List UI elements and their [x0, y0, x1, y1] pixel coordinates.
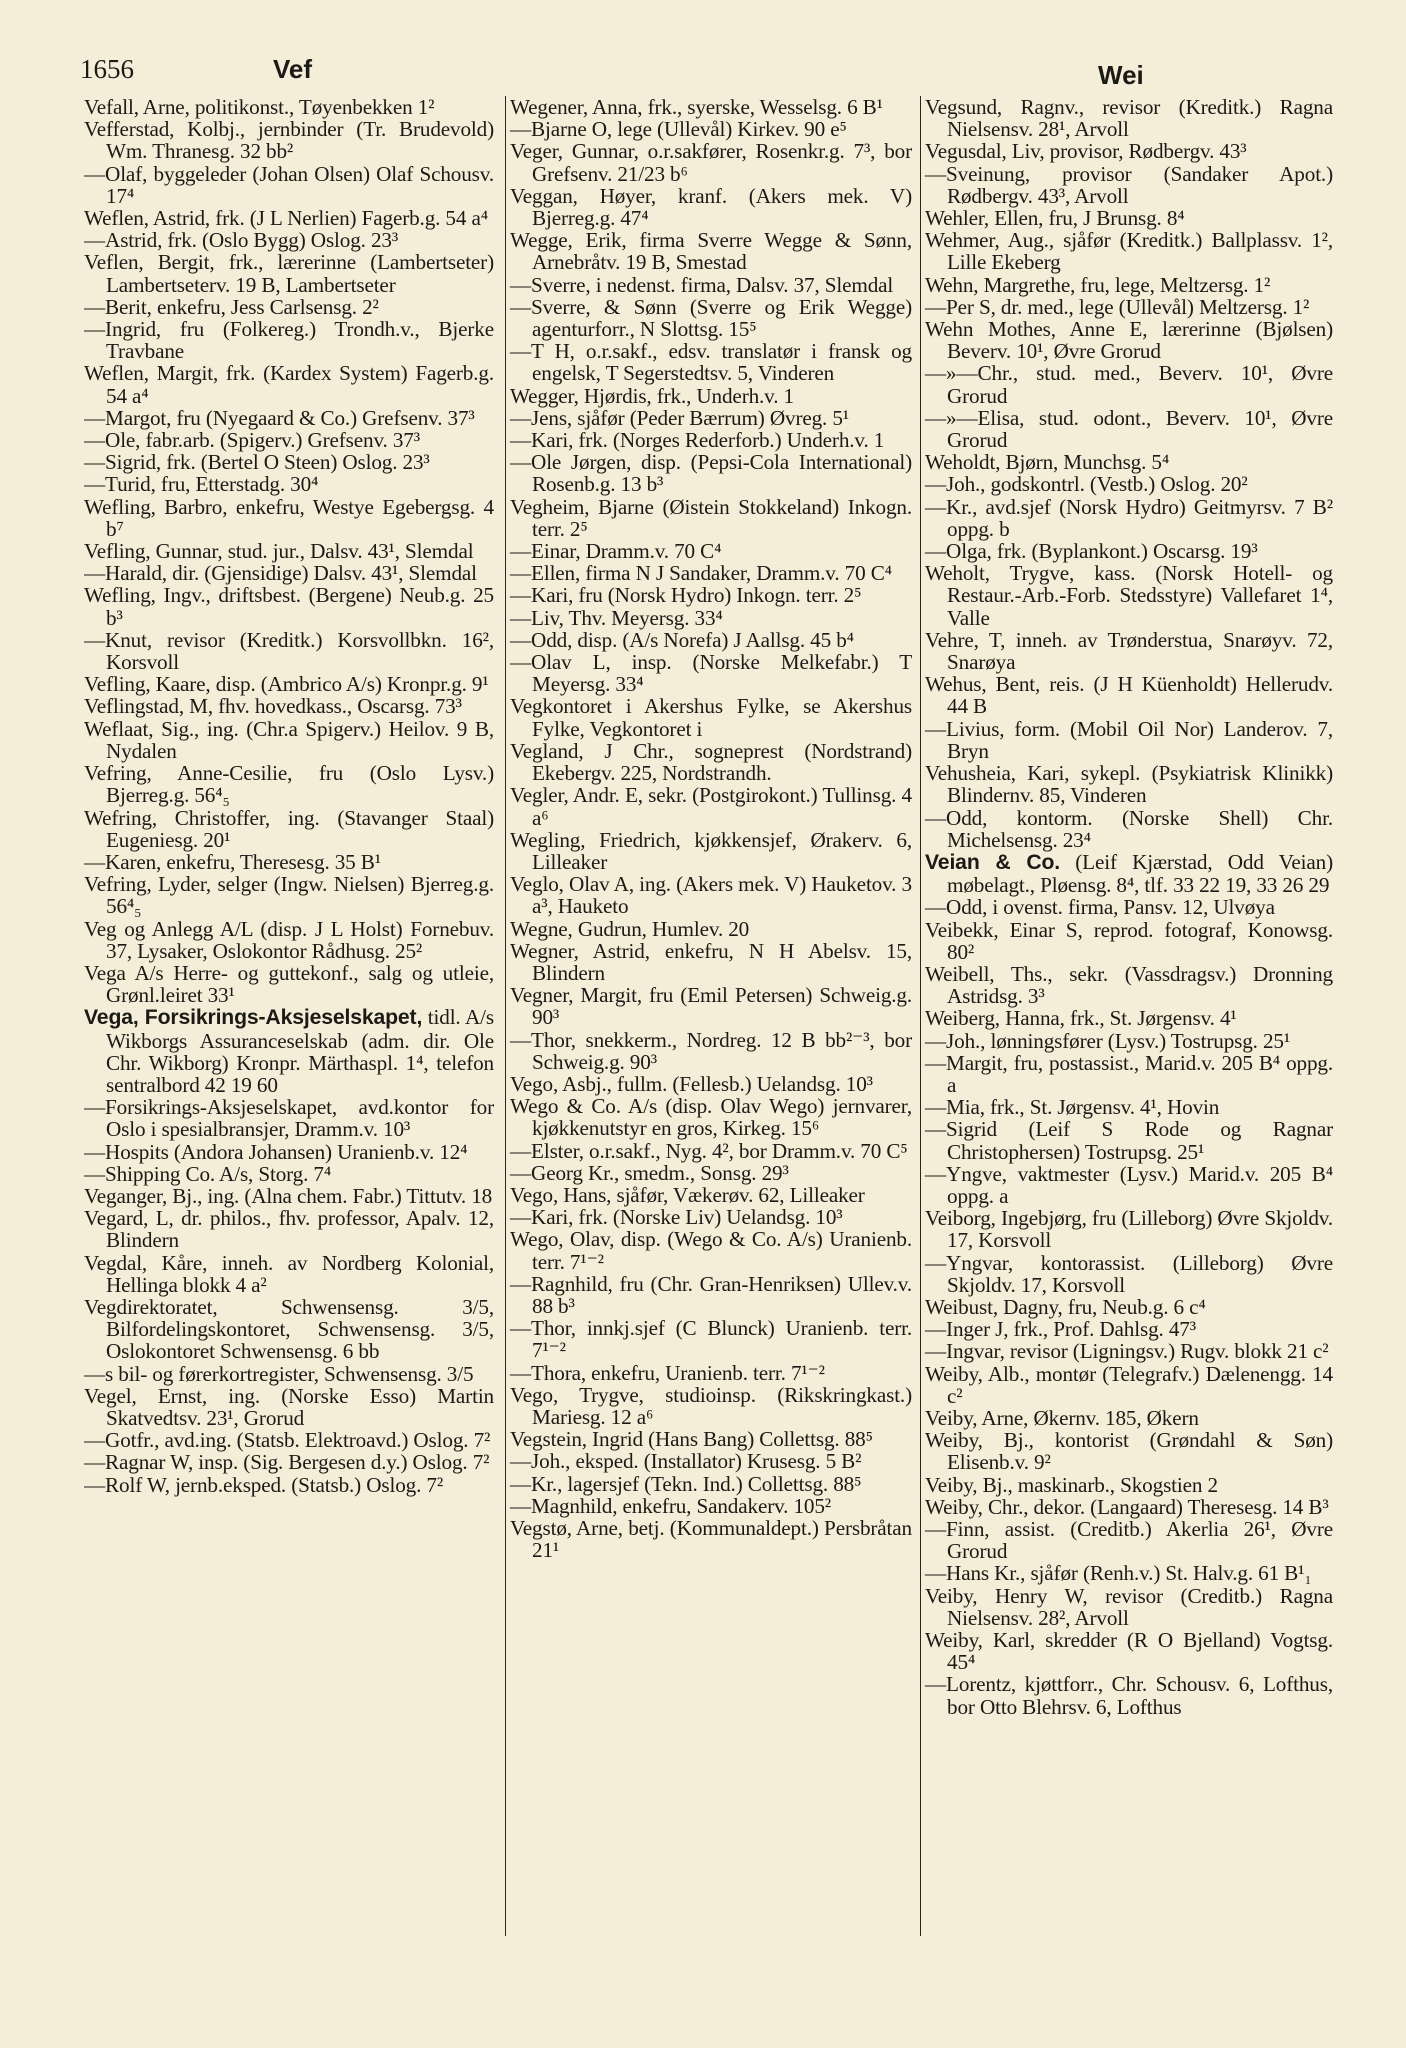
directory-entry: —Turid, fru, Etterstadg. 30⁴ — [84, 472, 319, 497]
directory-entry: Wehmer, Aug., sjåfør (Kreditk.) Ballplassv. 1², Lille Ekeberg — [925, 228, 1333, 275]
directory-entry: Veiby, Arne, Økernv. 185, Økern — [925, 1405, 1199, 1430]
directory-entry: Wego & Co. A/s (disp. Olav Wego) jernvarer, kjøkkenutstyr en gros, Kirkeg. 15⁶ — [510, 1094, 912, 1141]
directory-entry: Vefling, Gunnar, stud. jur., Dalsv. 43¹, Slemdal — [84, 539, 474, 564]
directory-entry: Veg og Anlegg A/L (disp. J L Holst) Fornebuv. 37, Lysaker, Oslokontor Rådhusg. 25² — [84, 916, 494, 963]
directory-entry: —Thora, enkefru, Uranienb. terr. 7¹⁻² — [510, 1360, 825, 1385]
directory-entry: Weiby, Karl, skredder (R O Bjelland) Vogtsg. 45⁴ — [925, 1628, 1333, 1675]
directory-entry: —Margot, fru (Nyegaard & Co.) Grefsenv. 37³ — [84, 405, 475, 430]
directory-entry: —Yngve, vaktmester (Lysv.) Marid.v. 205 B⁴ oppg. a — [925, 1161, 1333, 1208]
directory-entry: Wego, Olav, disp. (Wego & Co. A/s) Uranienb. terr. 7¹⁻² — [510, 1227, 912, 1274]
directory-entry: Veiborg, Ingebjørg, fru (Lilleborg) Øvre Skjoldv. 17, Korsvoll — [925, 1206, 1333, 1253]
directory-entry: —Joh., eksped. (Installator) Krusesg. 5 B² — [510, 1449, 862, 1474]
directory-entry: —Odd, kontorm. (Norske Shell) Chr. Michelsensg. 23⁴ — [925, 805, 1333, 852]
directory-entry: —Sverre, & Sønn (Sverre og Erik Wegge) agenturforr., N Slottsg. 15⁵ — [510, 294, 912, 342]
directory-entry: —Astrid, frk. (Oslo Bygg) Oslog. 23³ — [84, 228, 399, 253]
directory-entry: —Elster, o.r.sakf., Nyg. 4², bor Dramm.v. 70 C⁵ — [510, 1138, 908, 1163]
directory-entry: Vegstø, Arne, betj. (Kommunaldept.) Persbråtan 21¹ — [510, 1516, 912, 1563]
directory-entry: —Sveinung, provisor (Sandaker Apot.) Rødbergv. 43³, Arvoll — [925, 161, 1333, 208]
directory-entry: —Odd, disp. (A/s Norefa) J Aallsg. 45 b⁴ — [510, 627, 854, 652]
directory-entry: Veian & Co. (Leif Kjærstad, Odd Veian) møbelagt., Pløensg. 8⁴, tlf. 33 22 19, 33 26 29 — [925, 849, 1333, 898]
directory-entry: Wegne, Gudrun, Humlev. 20 — [510, 916, 750, 941]
directory-entry: Weiby, Chr., dekor. (Langaard) Theresesg. 14 B³ — [925, 1494, 1329, 1519]
directory-entry: Vehre, T, inneh. av Trønderstua, Snarøyv. 72, Snarøya — [925, 627, 1333, 675]
directory-entry: —Finn, assist. (Creditb.) Akerlia 26¹, Øvre Grorud — [925, 1517, 1333, 1564]
directory-entry: —Olaf, byggeleder (Johan Olsen) Olaf Schousv. 17⁴ — [84, 161, 494, 208]
directory-entry: —Sigrid (Leif S Rode og Ragnar Christophersen) Tostrupsg. 25¹ — [925, 1117, 1333, 1164]
directory-entry: —Thor, innkj.sjef (C Blunck) Uranienb. terr. 7¹⁻² — [510, 1316, 912, 1363]
directory-entry: Vegusdal, Liv, provisor, Rødbergv. 43³ — [925, 139, 1247, 164]
directory-entry: —Ingvar, revisor (Ligningsv.) Rugv. blokk 21 c² — [925, 1339, 1329, 1364]
directory-entry: —Lorentz, kjøttforr., Chr. Schousv. 6, Lofthus, bor Otto Blehrsv. 6, Lofthus — [925, 1672, 1333, 1719]
directory-entry: Vegland, J Chr., sogneprest (Nordstrand) Ekebergv. 225, Nordstrandh. — [510, 738, 912, 786]
directory-entry: —Mia, frk., St. Jørgensv. 4¹, Hovin — [925, 1095, 1220, 1120]
directory-entry: —Kr., avd.sjef (Norsk Hydro) Geitmyrsv. 7 B² oppg. b — [925, 494, 1333, 541]
directory-entry: —Rolf W, jernb.eksped. (Statsb.) Oslog. 7² — [84, 1472, 444, 1497]
directory-entry: Vegdirektoratet, Schwensensg. 3/5, Bilfordelingskontoret, Schwensensg. 3/5, Oslokontoret Schwensensg. 6 bb — [84, 1294, 494, 1364]
directory-entry: Wegener, Anna, frk., syerske, Wesselsg. 6 B¹ — [510, 96, 883, 119]
directory-entry: Veiby, Bj., maskinarb., Skogstien 2 — [925, 1472, 1218, 1497]
directory-entry: Vego, Asbj., fullm. (Fellesb.) Uelandsg. 10³ — [510, 1071, 873, 1096]
directory-entry: Vegkontoret i Akershus Fylke, se Akershus Fylke, Vegkontoret i — [510, 694, 912, 741]
directory-entry: Veflingstad, M, fhv. hovedkass., Oscarsg. 73³ — [84, 694, 462, 719]
directory-entry: Veglo, Olav A, ing. (Akers mek. V) Hauketov. 3 a³, Hauketo — [510, 872, 912, 919]
directory-entry: Weiby, Alb., montør (Telegrafv.) Dælenengg. 14 c² — [925, 1361, 1333, 1408]
directory-entry: Vefring, Lyder, selger (Ingw. Nielsen) Bjerreg.g. 56⁴₅ — [84, 872, 494, 919]
directory-entry: —Einar, Dramm.v. 70 C⁴ — [510, 539, 722, 564]
directory-entry: —»—Elisa, stud. odont., Beverv. 10¹, Øvre Grorud — [925, 405, 1333, 453]
directory-entry: Vefring, Anne-Cesilie, fru (Oslo Lysv.) Bjerreg.g. 56⁴₅ — [84, 761, 494, 808]
directory-entry: Vegel, Ernst, ing. (Norske Esso) Martin Skatvedtsv. 23¹, Grorud — [84, 1383, 494, 1430]
directory-entry: —Sigrid, frk. (Bertel O Steen) Oslog. 23³ — [84, 450, 430, 475]
directory-entry: —Joh., godskontrl. (Vestb.) Oslog. 20² — [925, 472, 1248, 497]
directory-entry: —Livius, form. (Mobil Oil Nor) Landerov. 7, Bryn — [925, 716, 1333, 763]
directory-entry: Vehusheia, Kari, sykepl. (Psykiatrisk Klinikk) Blindernv. 85, Vinderen — [925, 761, 1333, 808]
directory-entry: Veflen, Bergit, frk., lærerinne (Lambertseter) Lambertseterv. 19 B, Lambertseter — [84, 250, 494, 297]
directory-entry: Wefring, Christoffer, ing. (Stavanger Staal) Eugeniesg. 20¹ — [84, 805, 494, 852]
page-header — [0, 48, 1406, 88]
directory-entry: —Joh., lønningsfører (Lysv.) Tostrupsg. 25¹ — [925, 1028, 1291, 1053]
directory-entry: Wehn, Margrethe, fru, lege, Meltzersg. 1² — [925, 272, 1271, 297]
directory-entry: —Thor, snekkerm., Nordreg. 12 B bb²⁻³, bor Schweig.g. 90³ — [510, 1027, 912, 1074]
directory-entry: Vegner, Margit, fru (Emil Petersen) Schweig.g. 90³ — [510, 983, 912, 1030]
directory-entry: —Olav L, insp. (Norske Melkefabr.) T Meyersg. 33⁴ — [510, 650, 912, 697]
directory-entry: —T H, o.r.sakf., edsv. translatør i fransk og engelsk, T Segerstedtsv. 5, Vinderen — [510, 339, 912, 386]
directory-entry: Vegstein, Ingrid (Hans Bang) Collettsg. 88⁵ — [510, 1427, 873, 1452]
directory-entry: Vegdal, Kåre, inneh. av Nordberg Kolonial, Hellinga blokk 4 a² — [84, 1250, 494, 1297]
directory-entry: Vega A/s Herre- og guttekonf., salg og utleie, Grønl.leiret 33¹ — [84, 960, 494, 1008]
directory-entry: —Shipping Co. A/s, Storg. 7⁴ — [84, 1161, 332, 1186]
directory-entry: Weholdt, Bjørn, Munchsg. 5⁴ — [925, 450, 1170, 475]
directory-entry: —Yngvar, kontorassist. (Lilleborg) Øvre Skjoldv. 17, Korsvoll — [925, 1250, 1333, 1297]
directory-entry: Weflen, Margit, frk. (Kardex System) Fagerb.g. 54 a⁴ — [84, 361, 494, 408]
directory-entry: —Kari, frk. (Norges Rederforb.) Underh.v. 1 — [510, 428, 885, 453]
directory-entry: —Hans Kr., sjåfør (Renh.v.) St. Halv.g. 61 B¹₁ — [925, 1561, 1312, 1586]
directory-entry: —Hospits (Andora Johansen) Uranienb.v. 12⁴ — [84, 1139, 468, 1164]
directory-entry: —Bjarne O, lege (Ullevål) Kirkev. 90 e⁵ — [510, 117, 847, 142]
directory-entry: —Olga, frk. (Byplankont.) Oscarsg. 19³ — [925, 539, 1258, 564]
directory-entry: —Knut, revisor (Kreditk.) Korsvollbkn. 16², Korsvoll — [84, 627, 494, 675]
directory-entry: Vego, Hans, sjåfør, Vækerøv. 62, Lilleaker — [510, 1182, 865, 1207]
directory-entry: Weiby, Bj., kontorist (Grøndahl & Søn) Elisenb.v. 9² — [925, 1428, 1333, 1475]
directory-entry: —Ingrid, fru (Folkereg.) Trondh.v., Bjerke Travbane — [84, 317, 494, 364]
directory-entry: Wegger, Hjørdis, frk., Underh.v. 1 — [510, 383, 794, 408]
directory-column-3 — [920, 96, 1333, 1936]
directory-entry: Vefall, Arne, politikonst., Tøyenbekken 1² — [84, 96, 435, 119]
directory-entry: Wefling, Ingv., driftsbest. (Bergene) Neub.g. 25 b³ — [84, 583, 494, 630]
directory-entry: —»—Chr., stud. med., Beverv. 10¹, Øvre Grorud — [925, 361, 1333, 408]
directory-entry: —Inger J, frk., Prof. Dahlsg. 47³ — [925, 1317, 1196, 1342]
directory-entry: Weflen, Astrid, frk. (J L Nerlien) Fagerb.g. 54 a⁴ — [84, 206, 488, 231]
directory-entry: —Ragnhild, fru (Chr. Gran-Henriksen) Ullev.v. 88 b³ — [510, 1271, 912, 1318]
directory-entry: Weholt, Trygve, kass. (Norsk Hotell- og Restaur.-Arb.-Forb. Stedsstyre) Vallefaret 1⁴, Valle — [925, 561, 1333, 630]
page-number: 1656 — [80, 54, 134, 84]
directory-entry: Vefferstad, Kolbj., jernbinder (Tr. Brudevold) Wm. Thranesg. 32 bb² — [84, 117, 494, 164]
directory-entry: —Georg Kr., smedm., Sonsg. 29³ — [510, 1160, 789, 1185]
directory-entry: Vega, Forsikrings-Aksjeselskapet, tidl. A/s Wikborgs Assuranceselskab (adm. dir. Ole Chr. Wikborg) Kronpr. Märthaspl. 1⁴, telefon sentralbord 42 19 60 — [84, 1005, 494, 1097]
directory-entry: Vefling, Kaare, disp. (Ambrico A/s) Kronpr.g. 9¹ — [84, 672, 489, 697]
directory-entry: —Margit, fru, postassist., Marid.v. 205 B⁴ oppg. a — [925, 1050, 1333, 1097]
directory-entry: —Harald, dir. (Gjensidige) Dalsv. 43¹, Slemdal — [84, 561, 477, 586]
directory-entry: —Kari, frk. (Norske Liv) Uelandsg. 10³ — [510, 1205, 843, 1230]
directory-entry: —Ole, fabr.arb. (Spigerv.) Grefsenv. 37³ — [84, 428, 420, 453]
directory-entry: —Forsikrings-Aksjeselskapet, avd.kontor for Oslo i spesialbransjer, Dramm.v. 10³ — [84, 1095, 494, 1142]
directory-entry: —Karen, enkefru, Theresesg. 35 B¹ — [84, 849, 381, 874]
directory-entry: Weibell, Ths., sekr. (Vassdragsv.) Dronning Astridsg. 3³ — [925, 961, 1333, 1009]
directory-entry: Wegling, Friedrich, kjøkkensjef, Ørakerv. 6, Lilleaker — [510, 827, 912, 874]
directory-entry: Veger, Gunnar, o.r.sakfører, Rosenkr.g. 7³, bor Grefsenv. 21/23 b⁶ — [510, 139, 912, 186]
left-guide-word: Vef — [273, 54, 313, 84]
directory-entry: Vegler, Andr. E, sekr. (Postgirokont.) Tullinsg. 4 a⁶ — [510, 783, 912, 830]
right-guide-word: Wei — [1098, 60, 1144, 90]
directory-entry: Wegner, Astrid, enkefru, N H Abelsv. 15, Blindern — [510, 938, 912, 985]
directory-entry: —Odd, i ovenst. firma, Pansv. 12, Ulvøya — [925, 895, 1275, 920]
directory-column-1 — [84, 96, 494, 1936]
directory-entry: Veganger, Bj., ing. (Alna chem. Fabr.) Tittutv. 18 — [84, 1183, 493, 1208]
directory-entry: Veibekk, Einar S, reprod. fotograf, Konowsg. 80² — [925, 917, 1333, 964]
directory-entry: —s bil- og førerkortregister, Schwensensg. 3/5 — [84, 1361, 474, 1386]
directory-entry: —Per S, dr. med., lege (Ullevål) Meltzersg. 1² — [925, 294, 1310, 319]
directory-entry: —Jens, sjåfør (Peder Bærrum) Øvreg. 5¹ — [510, 405, 849, 430]
directory-entry: Vego, Trygve, studioinsp. (Rikskringkast.) Mariesg. 12 a⁶ — [510, 1382, 912, 1429]
directory-entry: —Liv, Thv. Meyersg. 33⁴ — [510, 605, 723, 630]
directory-entry: —Kari, fru (Norsk Hydro) Inkogn. terr. 2⁵ — [510, 583, 862, 608]
directory-entry: Wehler, Ellen, fru, J Brunsg. 8⁴ — [925, 206, 1185, 231]
directory-entry: Weiberg, Hanna, frk., St. Jørgensv. 4¹ — [925, 1006, 1237, 1031]
directory-entry: —Kr., lagersjef (Tekn. Ind.) Collettsg. 88⁵ — [510, 1471, 862, 1496]
directory-entry: Veiby, Henry W, revisor (Creditb.) Ragna Nielsensv. 28², Arvoll — [925, 1583, 1333, 1630]
directory-entry: —Ellen, firma N J Sandaker, Dramm.v. 70 C⁴ — [510, 561, 892, 586]
directory-entry: —Sverre, i nedenst. firma, Dalsv. 37, Slemdal — [510, 272, 894, 297]
directory-entry: —Berit, enkefru, Jess Carlsensg. 2² — [84, 294, 379, 319]
directory-entry: —Ragnar W, insp. (Sig. Bergesen d.y.) Oslog. 7² — [84, 1450, 490, 1475]
directory-entry: Weflaat, Sig., ing. (Chr.a Spigerv.) Heilov. 9 B, Nydalen — [84, 716, 494, 763]
directory-entry: —Ole Jørgen, disp. (Pepsi-Cola International) Rosenb.g. 13 b³ — [510, 450, 912, 497]
directory-entry: Vegard, L, dr. philos., fhv. professor, Apalv. 12, Blindern — [84, 1206, 494, 1253]
directory-entry: Vegsund, Ragnv., revisor (Kreditk.) Ragna Nielsensv. 28¹, Arvoll — [925, 96, 1333, 142]
directory-entry: Veggan, Høyer, kranf. (Akers mek. V) Bjerreg.g. 47⁴ — [510, 183, 912, 231]
directory-entry: Wefling, Barbro, enkefru, Westye Egebergsg. 4 b⁷ — [84, 494, 494, 541]
directory-entry: —Gotfr., avd.ing. (Statsb. Elektroavd.) Oslog. 7² — [84, 1428, 491, 1453]
directory-column-2 — [505, 96, 912, 1936]
directory-entry: Vegheim, Bjarne (Øistein Stokkeland) Inkogn. terr. 2⁵ — [510, 494, 912, 541]
directory-entry: Wehus, Bent, reis. (J H Küenholdt) Hellerudv. 44 B — [925, 672, 1333, 719]
directory-entry: Wegge, Erik, firma Sverre Wegge & Sønn, Arnebråtv. 19 B, Smestad — [510, 228, 912, 275]
directory-entry: —Magnhild, enkefru, Sandakerv. 105² — [510, 1493, 831, 1518]
directory-entry: Weibust, Dagny, fru, Neub.g. 6 c⁴ — [925, 1294, 1206, 1319]
directory-entry: Wehn Mothes, Anne E, lærerinne (Bjølsen) Beverv. 10¹, Øvre Grorud — [925, 317, 1333, 364]
